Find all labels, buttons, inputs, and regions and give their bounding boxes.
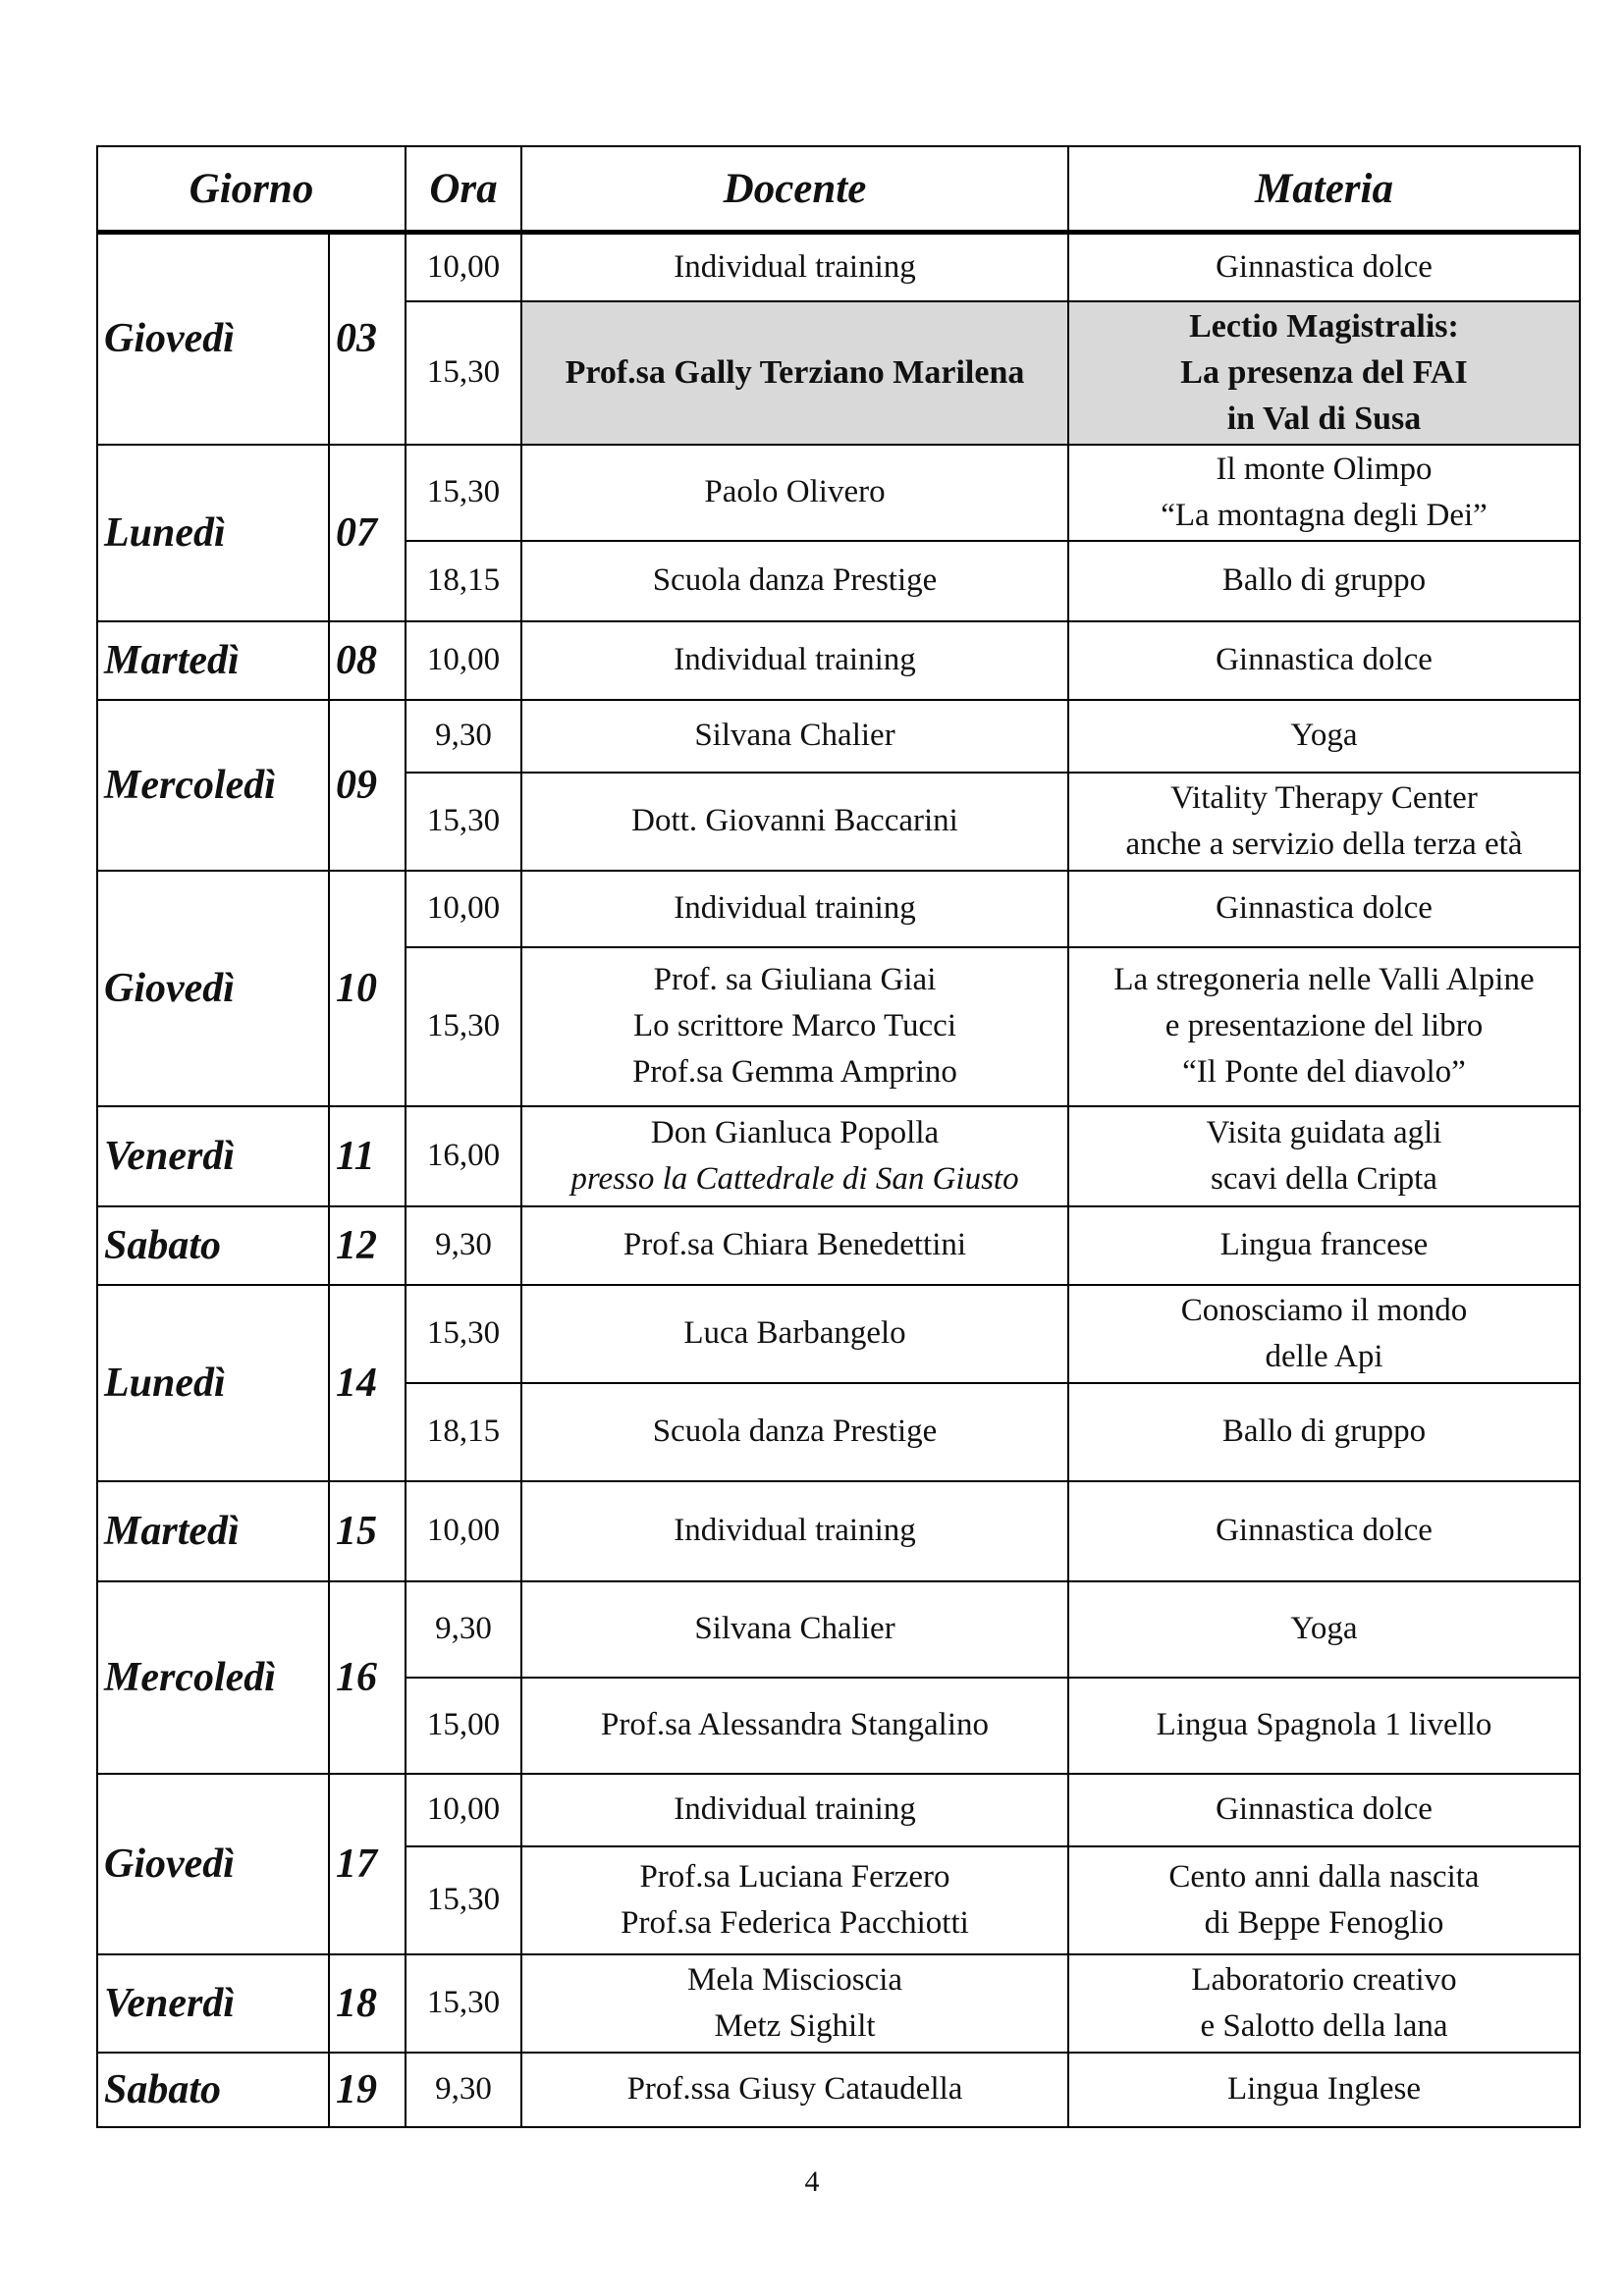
materia-cell-line: Lingua Inglese (1226, 2071, 1422, 2107)
docente-cell-line: Prof.sa Luciana Ferzero (639, 1858, 950, 1895)
materia-cell (1068, 1206, 1580, 1285)
materia-cell (1068, 871, 1580, 947)
day-name: Lunedì (97, 1285, 329, 1481)
time-cell: 15,30 (406, 1954, 521, 2053)
time-cell: 15,30 (406, 947, 521, 1106)
docente-cell (521, 621, 1068, 700)
docente-cell-line: Individual training (674, 1513, 916, 1548)
time-cell: 10,00 (406, 1481, 521, 1581)
header-docente: Docente (521, 146, 1068, 233)
docente-cell-line: Individual training (674, 890, 916, 926)
time-cell: 15,30 (406, 1846, 521, 1954)
table-row (97, 1481, 1580, 1581)
docente-cell-line: Prof.sa Gally Terziano Marilena (565, 354, 1025, 391)
materia-cell (1068, 1285, 1580, 1383)
header-giorno: Giorno (97, 146, 406, 233)
day-number: 10 (329, 871, 406, 1106)
docente-cell (521, 1285, 1068, 1383)
materia-cell-line: La stregoneria nelle Valli Alpine (1113, 962, 1535, 997)
time-cell: 15,30 (406, 773, 521, 871)
day-name: Giovedì (97, 1774, 329, 1954)
materia-cell-line: e Salotto della lana (1200, 2007, 1448, 2044)
header-ora: Ora (406, 146, 521, 233)
day-number: 07 (329, 445, 406, 621)
materia-cell (1068, 1774, 1580, 1846)
docente-cell-line: Silvana Chalier (694, 1611, 895, 1646)
materia-cell (1068, 1678, 1580, 1774)
materia-cell-line: Ginnastica dolce (1216, 1513, 1433, 1548)
materia-cell-line: Yoga (1290, 1611, 1358, 1646)
table-row (97, 445, 1580, 541)
materia-cell-line: “La montagna degli Dei” (1161, 497, 1488, 533)
docente-cell (521, 871, 1068, 947)
time-cell: 15,00 (406, 1678, 521, 1774)
day-name: Martedì (97, 1481, 329, 1581)
docente-cell (521, 1774, 1068, 1846)
docente-cell-line: Prof.sa Alessandra Stangalino (600, 1707, 990, 1742)
materia-cell (1068, 947, 1580, 1106)
time-cell: 10,00 (406, 621, 521, 700)
docente-cell (521, 2053, 1068, 2127)
docente-cell (521, 445, 1068, 541)
table-row (97, 1206, 1580, 1285)
materia-cell (1068, 1481, 1580, 1581)
docente-cell (521, 541, 1068, 621)
day-number: 12 (329, 1206, 406, 1285)
table-row (97, 1774, 1580, 1846)
schedule-body (97, 233, 1580, 2127)
docente-cell (521, 1206, 1068, 1285)
docente-cell (521, 301, 1068, 445)
day-number: 08 (329, 621, 406, 700)
materia-cell-line: anche a servizio della terza età (1125, 826, 1523, 862)
docente-cell-line: Scuola danza Prestige (652, 562, 938, 598)
table-row (97, 1285, 1580, 1383)
schedule-table (96, 145, 1581, 2128)
time-cell: 9,30 (406, 700, 521, 773)
materia-cell-line: delle Api (1265, 1338, 1383, 1374)
time-cell: 9,30 (406, 1206, 521, 1285)
day-name: Giovedì (97, 233, 329, 445)
day-name: Sabato (97, 1206, 329, 1285)
docente-cell-line: Dott. Giovanni Baccarini (631, 803, 958, 838)
day-name: Venerdì (97, 1106, 329, 1206)
materia-cell (1068, 700, 1580, 773)
header-materia: Materia (1068, 146, 1580, 233)
docente-cell-line: Prof. sa Giuliana Giai (653, 962, 937, 997)
docente-cell-line: Mela Miscioscia (686, 1961, 903, 1998)
materia-cell-line: Lectio Magistralis: (1189, 308, 1459, 345)
docente-cell-line: Prof.sa Federica Pacchiotti (621, 1904, 969, 1941)
docente-cell-line: Luca Barbangelo (683, 1315, 906, 1351)
materia-cell-line: in Val di Susa (1226, 400, 1422, 437)
materia-cell-line: scavi della Cripta (1211, 1160, 1437, 1197)
materia-cell (1068, 1106, 1580, 1206)
day-number: 14 (329, 1285, 406, 1481)
day-number: 17 (329, 1774, 406, 1954)
materia-cell (1068, 1846, 1580, 1954)
time-cell: 15,30 (406, 445, 521, 541)
docente-cell-line: Scuola danza Prestige (652, 1414, 938, 1449)
time-cell: 18,15 (406, 541, 521, 621)
materia-cell (1068, 773, 1580, 871)
table-row (97, 1954, 1580, 2053)
day-number: 18 (329, 1954, 406, 2053)
docente-cell-line: Metz Sighilt (714, 2007, 876, 2044)
docente-cell (521, 1581, 1068, 1678)
day-number: 11 (329, 1106, 406, 1206)
docente-cell-line: Prof.ssa Giusy Cataudella (626, 2071, 963, 2107)
docente-cell-line: Silvana Chalier (694, 718, 895, 753)
materia-cell (1068, 2053, 1580, 2127)
materia-cell-line: Ginnastica dolce (1216, 890, 1433, 926)
docente-cell-line: presso la Cattedrale di San Giusto (570, 1160, 1019, 1197)
materia-cell-line: Ballo di gruppo (1221, 1414, 1427, 1449)
docente-cell (521, 700, 1068, 773)
docente-cell-line: Individual training (674, 1791, 916, 1827)
time-cell: 15,30 (406, 1285, 521, 1383)
materia-cell (1068, 1954, 1580, 2053)
materia-cell-line: Conosciamo il mondo (1180, 1292, 1468, 1328)
materia-cell-line: La presenza del FAI (1180, 354, 1468, 391)
table-row (97, 1581, 1580, 1678)
page-number: 4 (804, 2165, 820, 2198)
table-row (97, 2053, 1580, 2127)
day-name: Giovedì (97, 871, 329, 1106)
table-row (97, 621, 1580, 700)
day-name: Martedì (97, 621, 329, 700)
docente-cell (521, 947, 1068, 1106)
materia-cell-line: Ginnastica dolce (1216, 248, 1433, 285)
day-number: 09 (329, 700, 406, 871)
materia-cell (1068, 541, 1580, 621)
materia-cell-line: Yoga (1290, 718, 1358, 753)
docente-cell (521, 1954, 1068, 2053)
materia-cell-line: Cento anni dalla nascita (1168, 1858, 1480, 1895)
materia-cell-line: Vitality Therapy Center (1170, 779, 1478, 816)
day-number: 03 (329, 233, 406, 445)
day-name: Mercoledì (97, 1581, 329, 1774)
docente-cell (521, 1106, 1068, 1206)
day-name: Mercoledì (97, 700, 329, 871)
docente-cell-line: Prof.sa Gemma Amprino (632, 1054, 957, 1090)
docente-cell-line: Paolo Olivero (704, 474, 886, 509)
day-number: 19 (329, 2053, 406, 2127)
docente-cell (521, 1678, 1068, 1774)
materia-cell (1068, 301, 1580, 445)
materia-cell-line: Lingua Spagnola 1 livello (1156, 1707, 1492, 1742)
docente-cell (521, 1846, 1068, 1954)
materia-cell-line: Ballo di gruppo (1221, 562, 1427, 598)
day-number: 16 (329, 1581, 406, 1774)
docente-cell (521, 233, 1068, 301)
materia-cell-line: Ginnastica dolce (1216, 1791, 1433, 1827)
materia-cell-line: “Il Ponte del diavolo” (1182, 1054, 1466, 1090)
materia-cell (1068, 233, 1580, 301)
docente-cell (521, 773, 1068, 871)
day-name: Lunedì (97, 445, 329, 621)
docente-cell (521, 1383, 1068, 1481)
materia-cell-line: e presentazione del libro (1164, 1008, 1484, 1043)
materia-cell (1068, 1383, 1580, 1481)
time-cell: 16,00 (406, 1106, 521, 1206)
table-row (97, 233, 1580, 301)
materia-cell (1068, 445, 1580, 541)
docente-cell-line: Individual training (674, 248, 916, 285)
materia-cell-line: Il monte Olimpo (1216, 451, 1433, 487)
time-cell: 10,00 (406, 1774, 521, 1846)
table-row (97, 700, 1580, 773)
time-cell: 10,00 (406, 871, 521, 947)
docente-cell-line: Don Gianluca Popolla (650, 1114, 940, 1150)
materia-cell-line: Visita guidata agli (1206, 1114, 1442, 1150)
docente-cell (521, 1481, 1068, 1581)
day-name: Sabato (97, 2053, 329, 2127)
materia-cell-line: Lingua francese (1219, 1227, 1429, 1262)
table-row (97, 871, 1580, 947)
time-cell: 15,30 (406, 301, 521, 445)
docente-cell-line: Lo scrittore Marco Tucci (632, 1008, 957, 1043)
table-row (97, 1106, 1580, 1206)
materia-cell (1068, 621, 1580, 700)
materia-cell (1068, 1581, 1580, 1678)
day-name: Venerdì (97, 1954, 329, 2053)
materia-cell-line: Ginnastica dolce (1216, 642, 1433, 677)
day-number: 15 (329, 1481, 406, 1581)
time-cell: 9,30 (406, 2053, 521, 2127)
header-row (97, 146, 1580, 233)
docente-cell-line: Individual training (674, 642, 916, 677)
time-cell: 9,30 (406, 1581, 521, 1678)
time-cell: 18,15 (406, 1383, 521, 1481)
materia-cell-line: Laboratorio creativo (1191, 1961, 1457, 1998)
materia-cell-line: di Beppe Fenoglio (1204, 1904, 1444, 1941)
docente-cell-line: Prof.sa Chiara Benedettini (623, 1227, 967, 1262)
time-cell: 10,00 (406, 233, 521, 301)
